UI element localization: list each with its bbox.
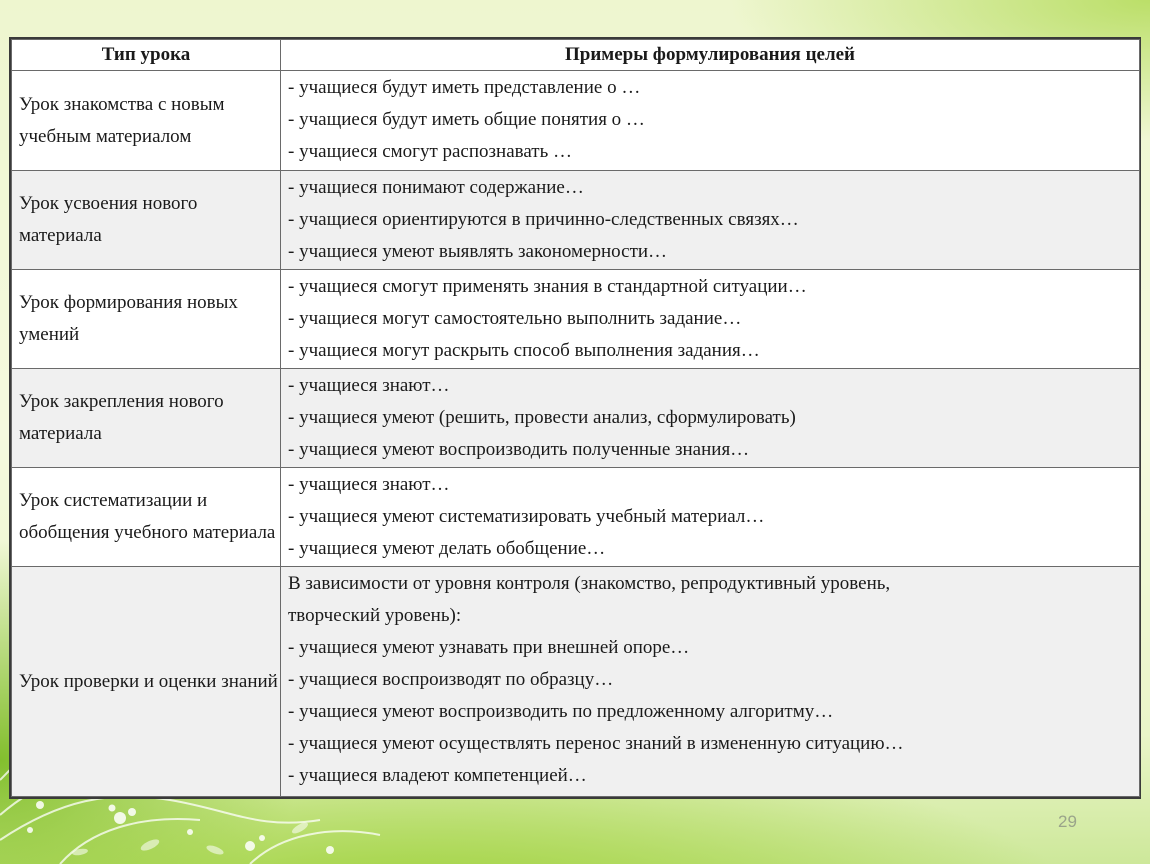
goal-line: - учащиеся ориентируются в причинно-следственных связях… <box>288 209 799 230</box>
goals-cell <box>281 369 1140 468</box>
goal-line: - учащиеся умеют воспроизводить полученные знания… <box>288 439 750 460</box>
goals-cell <box>281 567 1140 797</box>
table-row <box>12 171 1140 270</box>
goal-line: творческий уровень): <box>288 605 462 626</box>
lesson-type-cell: Урок формирования новых умений <box>12 270 281 369</box>
header-goal-examples: Примеры формулирования целей <box>281 40 1140 71</box>
goal-line: - учащиеся воспроизводят по образцу… <box>288 669 614 690</box>
goal-line: - учащиеся смогут применять знания в стандартной ситуации… <box>288 276 807 297</box>
table-row <box>12 369 1140 468</box>
lesson-type-cell: Урок усвоения нового материала <box>12 171 281 270</box>
goals-cell <box>281 71 1140 171</box>
goals-cell <box>281 270 1140 369</box>
goal-line: - учащиеся умеют делать обобщение… <box>288 538 606 559</box>
lesson-goals-table-container <box>9 37 1141 799</box>
lesson-type-cell: Урок проверки и оценки знаний <box>12 567 281 797</box>
goal-line: - учащиеся владеют компетенцией… <box>288 765 587 786</box>
goals-cell <box>281 171 1140 270</box>
goal-line: - учащиеся умеют систематизировать учебный материал… <box>288 506 765 527</box>
goal-line: - учащиеся знают… <box>288 375 450 396</box>
goal-line: - учащиеся могут самостоятельно выполнить задание… <box>288 308 742 329</box>
goal-line: В зависимости от уровня контроля (знакомство, репродуктивный уровень, <box>288 573 891 594</box>
goal-line: - учащиеся знают… <box>288 474 450 495</box>
slide-number: 29 <box>1058 812 1077 831</box>
header-lesson-type: Тип урока <box>12 40 281 71</box>
table-row <box>12 468 1140 567</box>
goal-line: - учащиеся умеют (решить, провести анализ, сформулировать) <box>288 407 796 428</box>
lesson-type-cell: Урок знакомства с новым учебным материалом <box>12 71 281 171</box>
goal-line: - учащиеся умеют воспроизводить по предложенному алгоритму… <box>288 701 834 722</box>
goal-line: - учащиеся умеют узнавать при внешней опоре… <box>288 637 690 658</box>
goal-line: - учащиеся понимают содержание… <box>288 177 584 198</box>
lesson-type-cell: Урок систематизации и обобщения учебного материала <box>12 468 281 567</box>
goals-cell <box>281 468 1140 567</box>
table-row <box>12 270 1140 369</box>
goal-line: - учащиеся умеют выявлять закономерности… <box>288 241 668 262</box>
table-header-row <box>12 40 1140 71</box>
goal-line: - учащиеся будут иметь представление о … <box>288 77 641 98</box>
goal-line: - учащиеся могут раскрыть способ выполнения задания… <box>288 340 760 361</box>
table-row <box>12 71 1140 171</box>
lesson-type-cell: Урок закрепления нового материала <box>12 369 281 468</box>
goal-line: - учащиеся смогут распознавать … <box>288 141 573 162</box>
table-row <box>12 567 1140 797</box>
lesson-goals-table <box>11 39 1140 797</box>
goal-line: - учащиеся будут иметь общие понятия о … <box>288 109 645 130</box>
goal-line: - учащиеся умеют осуществлять перенос знаний в измененную ситуацию… <box>288 733 904 754</box>
